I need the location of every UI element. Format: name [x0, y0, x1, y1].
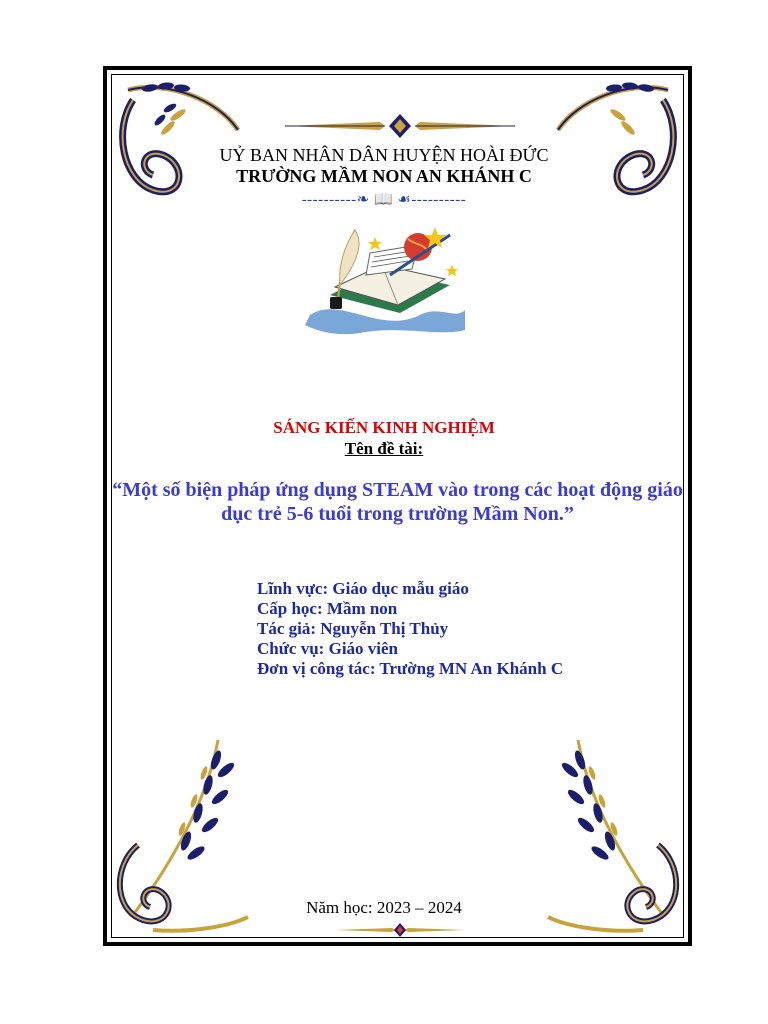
report-title: “Một số biện pháp ứng dụng STEAM vào trong các hoạt động giáo dục trẻ 5-6 tuổi trong trường Mầm Non.” [112, 479, 683, 525]
top-left-ornament-icon [108, 70, 248, 210]
unit-line: Đơn vị công tác: Trường MN An Khánh C [257, 659, 564, 678]
level-line: Cấp học: Mầm non [257, 599, 398, 618]
top-center-ornament-icon [265, 112, 535, 140]
field-line: Lĩnh vực: Giáo dục mẫu giáo [257, 579, 469, 598]
school-year: Năm học: 2023 – 2024 [306, 898, 462, 917]
position-line: Chức vụ: Giáo viên [257, 639, 399, 658]
header-divider: ----------❧ 📖 ☙---------- [301, 192, 467, 208]
bottom-center-ornament-icon [330, 922, 470, 938]
book-quill-globe-illustration [300, 225, 470, 337]
topic-label [0, 439, 768, 459]
topic-label-text: Tên đề tài: [344, 439, 424, 458]
committee-name: UỶ BAN NHÂN DÂN HUYỆN HOÀI ĐỨC [219, 145, 549, 165]
author-line: Tác giả: Nguyễn Thị Thủy [257, 619, 449, 638]
report-type-label: SÁNG KIẾN KINH NGHIỆM [273, 418, 495, 437]
school-name: TRƯỜNG MẦM NON AN KHÁNH C [236, 166, 532, 186]
info-block [257, 579, 563, 679]
top-right-ornament-icon [548, 70, 688, 210]
